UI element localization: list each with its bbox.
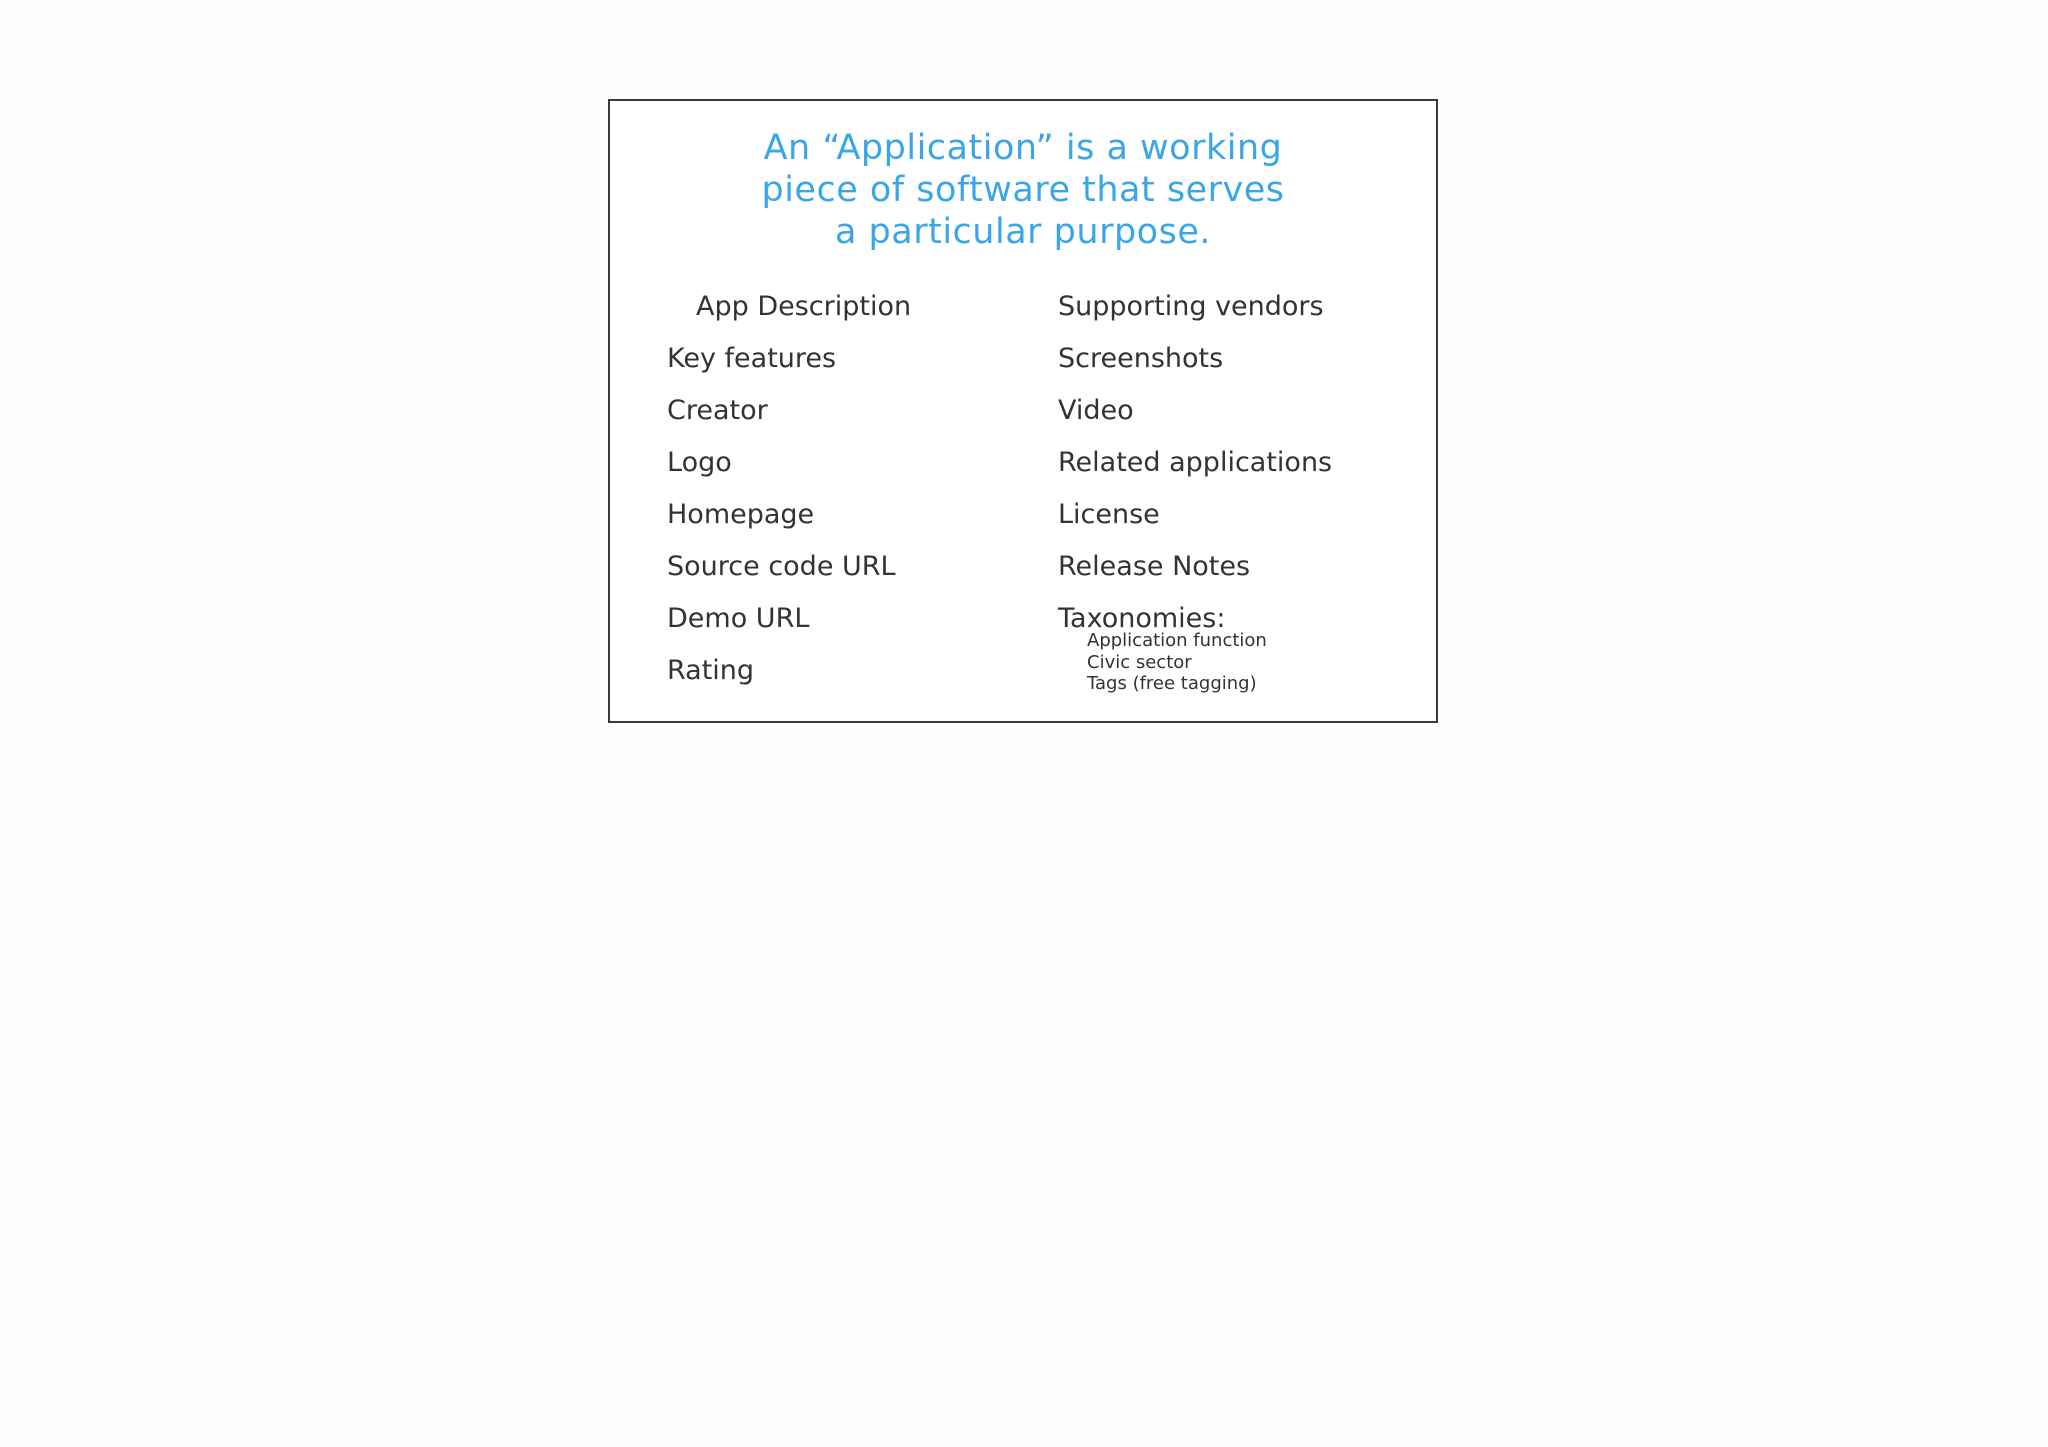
taxonomy-civic-sector: Civic sector: [1087, 651, 1192, 673]
field-creator: Creator: [667, 395, 768, 426]
slide-title-line: piece of software that serves: [761, 170, 1285, 210]
field-app-description: App Description: [696, 291, 912, 322]
slide-frame: [608, 99, 1438, 723]
field-license: License: [1058, 499, 1160, 530]
field-release-notes: Release Notes: [1058, 551, 1251, 582]
field-homepage: Homepage: [667, 499, 815, 530]
slide-title-line: An “Application” is a working: [763, 128, 1283, 168]
field-demo-url: Demo URL: [667, 603, 810, 634]
field-source-code-url: Source code URL: [667, 551, 896, 582]
field-video: Video: [1058, 395, 1134, 426]
field-screenshots: Screenshots: [1058, 343, 1224, 374]
field-key-features: Key features: [667, 343, 837, 374]
taxonomy-sublist: [1087, 630, 1267, 695]
right-field-list: [1058, 281, 1332, 645]
taxonomy-application-function: Application function: [1087, 630, 1267, 651]
slide-title-line: a particular purpose.: [834, 212, 1211, 252]
taxonomy-tags: Tags (free tagging): [1087, 673, 1257, 694]
left-field-list: [667, 281, 911, 697]
field-logo: Logo: [667, 447, 732, 478]
slide-title: [610, 127, 1436, 253]
field-rating: Rating: [667, 655, 755, 686]
field-taxonomies: Taxonomies:: [1058, 603, 1226, 634]
field-related-applications: Related applications: [1058, 447, 1333, 478]
field-supporting-vendors: Supporting vendors: [1058, 291, 1324, 322]
